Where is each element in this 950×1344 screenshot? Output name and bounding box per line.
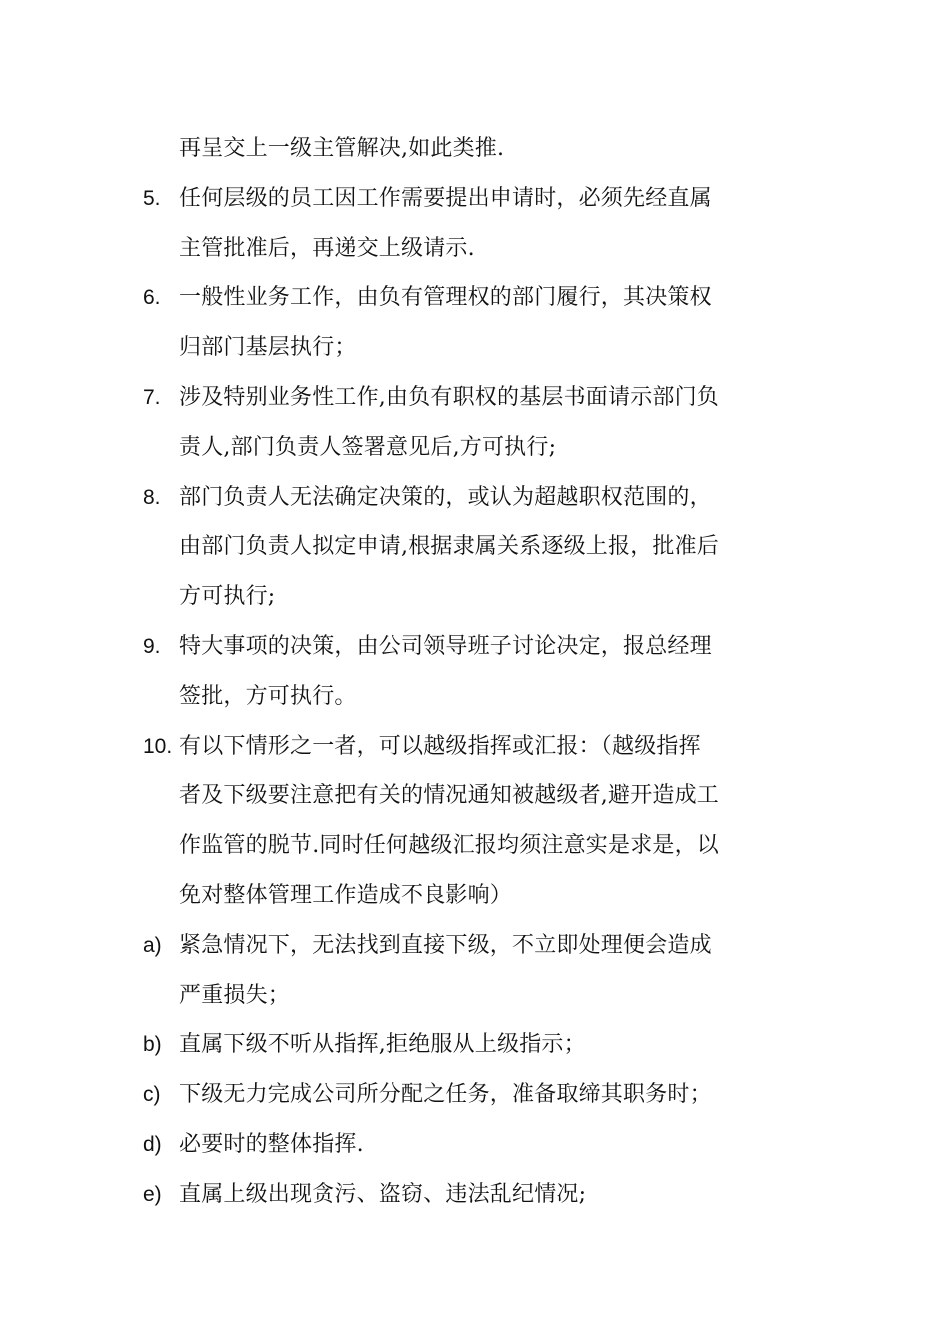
list-item-7 xyxy=(143,373,813,473)
text-line: 作监管的脱节.同时任何越级汇报均须注意实是求是，以 xyxy=(179,833,719,859)
text-line: 紧急情况下，无法找到直接下级，不立即处理便会造成 xyxy=(179,932,712,958)
text-line: 有以下情形之一者，可以越级指挥或汇报：（越级指挥 xyxy=(179,733,701,759)
list-marker: 6. xyxy=(143,286,161,310)
text-line: 签批，方可执行。 xyxy=(179,683,357,709)
list-marker: e) xyxy=(143,1182,162,1206)
list-marker: 8. xyxy=(143,485,161,509)
text-line: 者及下级要注意把有关的情况通知被越级者,避开造成工 xyxy=(179,783,719,809)
list-item-e xyxy=(143,1170,813,1220)
list-marker: b) xyxy=(143,1033,162,1057)
text-line: 直属上级出现贪污、盗窃、违法乱纪情况; xyxy=(179,1181,587,1207)
text-line: 由部门负责人拟定申请,根据隶属关系逐级上报，批准后 xyxy=(179,534,719,560)
text-line: 直属下级不听从指挥,拒绝服从上级指示； xyxy=(179,1032,586,1058)
text-line: 特大事项的决策，由公司领导班子讨论决定，报总经理 xyxy=(179,633,712,659)
text-line: 部门负责人无法确定决策的，或认为超越职权范围的， xyxy=(179,484,712,510)
text-line: 必要时的整体指挥. xyxy=(179,1131,364,1157)
list-item-b xyxy=(143,1020,813,1070)
list-marker: 5. xyxy=(143,186,161,210)
text-line: 严重损失； xyxy=(179,982,291,1008)
text-line: 再呈交上一级主管解决,如此类推. xyxy=(179,136,505,161)
text-line: 任何层级的员工因工作需要提出申请时，必须先经直属 xyxy=(179,185,712,211)
text-line: 涉及特别业务性工作,由负有职权的基层书面请示部门负 xyxy=(179,384,719,410)
list-item-9 xyxy=(143,622,813,722)
text-line: 一般性业务工作，由负有管理权的部门履行，其决策权 xyxy=(179,285,712,311)
list-item-c xyxy=(143,1070,813,1120)
list-item-continuation xyxy=(143,124,813,174)
list-item-d xyxy=(143,1120,813,1170)
text-line: 主管批准后，再递交上级请示. xyxy=(179,235,475,261)
list-item-6 xyxy=(143,273,813,373)
list-marker: a) xyxy=(143,933,162,957)
list-item-a xyxy=(143,921,813,1021)
document-body xyxy=(143,124,813,1220)
list-item-8 xyxy=(143,473,813,622)
list-marker: 10. xyxy=(143,734,173,758)
list-marker: c) xyxy=(143,1083,161,1107)
list-item-10 xyxy=(143,722,813,921)
text-line: 归部门基层执行； xyxy=(179,335,357,361)
text-line: 下级无力完成公司所分配之任务，准备取缔其职务时； xyxy=(179,1082,712,1108)
list-marker: 7. xyxy=(143,385,161,409)
text-line: 免对整体管理工作造成不良影响） xyxy=(179,882,513,908)
text-line: 责人,部门负责人签署意见后,方可执行; xyxy=(179,434,557,460)
list-item-5 xyxy=(143,174,813,274)
list-marker: d) xyxy=(143,1132,162,1156)
text-line: 方可执行; xyxy=(179,584,276,610)
list-marker: 9. xyxy=(143,634,161,658)
